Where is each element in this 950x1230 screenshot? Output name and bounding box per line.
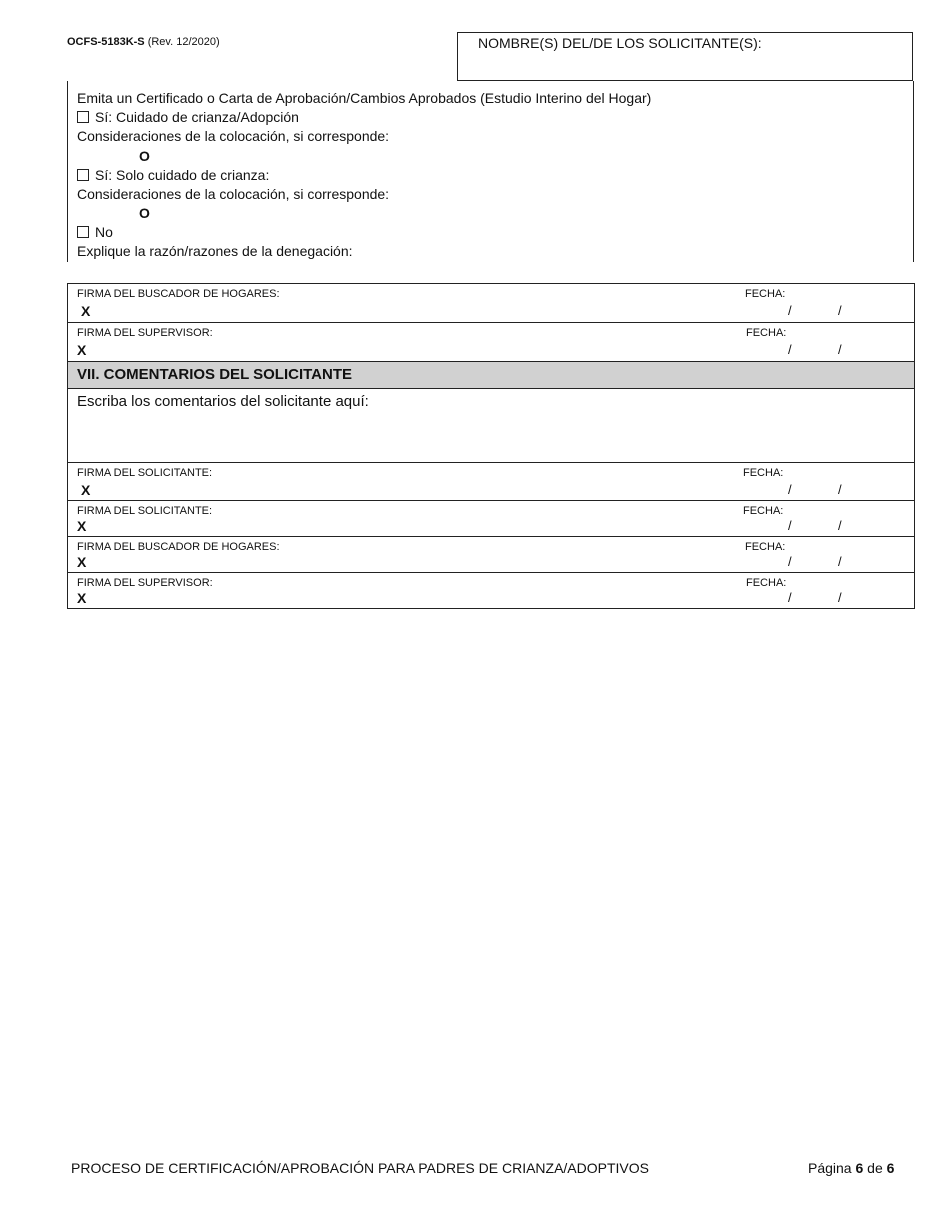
date-slash: / <box>838 554 842 569</box>
foster-adoption-label: Sí: Cuidado de crianza/Adopción <box>95 109 299 125</box>
signature-label: FIRMA DEL SOLICITANTE: <box>77 505 213 517</box>
date-slash: / <box>788 303 792 318</box>
signature-label: FIRMA DEL BUSCADOR DE HOGARES: <box>77 288 280 300</box>
signature-label: FIRMA DEL SUPERVISOR: <box>77 327 213 339</box>
or-separator-1: O <box>139 148 150 164</box>
date-slash: / <box>788 342 792 357</box>
date-slash: / <box>838 482 842 497</box>
denial-reason-label: Explique la razón/razones de la denegación: <box>77 243 353 259</box>
date-label: FECHA: <box>743 505 784 517</box>
no-checkbox[interactable] <box>77 226 89 238</box>
date-label: FECHA: <box>746 577 787 589</box>
signature-label: FIRMA DEL BUSCADOR DE HOGARES: <box>77 541 280 553</box>
signature-row-home-finder-2[interactable] <box>68 537 914 573</box>
date-slash: / <box>838 590 842 605</box>
foster-adoption-checkbox[interactable] <box>77 111 89 123</box>
date-slash: / <box>788 590 792 605</box>
date-label: FECHA: <box>745 541 786 553</box>
applicant-names-field[interactable] <box>457 32 913 81</box>
signature-row-applicant-2[interactable] <box>68 501 914 537</box>
decision-intro: Emita un Certificado o Carta de Aprobación/Cambios Aprobados (Estudio Interino del Hogar) <box>77 90 652 106</box>
comments-area[interactable] <box>68 389 914 463</box>
signature-table <box>67 283 915 609</box>
date-slash: / <box>788 482 792 497</box>
date-slash: / <box>838 303 842 318</box>
signature-label: FIRMA DEL SUPERVISOR: <box>77 577 213 589</box>
section-vii-title: VII. COMENTARIOS DEL SOLICITANTE <box>77 366 353 383</box>
option-no <box>77 224 113 240</box>
page-total: 6 <box>886 1160 895 1176</box>
signature-row-supervisor[interactable] <box>68 323 914 362</box>
option-foster-only <box>77 167 269 183</box>
or-separator-2: O <box>139 205 150 221</box>
signature-x-mark: X <box>81 482 91 498</box>
date-slash: / <box>788 518 792 533</box>
option-foster-adoption <box>77 109 299 125</box>
no-label: No <box>95 224 113 240</box>
date-label: FECHA: <box>746 327 787 339</box>
form-id <box>67 36 220 48</box>
foster-only-label: Sí: Solo cuidado de crianza: <box>95 167 270 183</box>
signature-label: FIRMA DEL SOLICITANTE: <box>77 467 213 479</box>
applicant-names-label: NOMBRE(S) DEL/DE LOS SOLICITANTE(S): <box>478 35 762 51</box>
page-of: de <box>867 1160 883 1176</box>
signature-x-mark: X <box>77 518 87 534</box>
date-slash: / <box>838 518 842 533</box>
signature-row-supervisor-2[interactable] <box>68 573 914 608</box>
footer-title: PROCESO DE CERTIFICACIÓN/APROBACIÓN PARA PADRES DE CRIANZA/ADOPTIVOS <box>71 1160 649 1176</box>
signature-x-mark: X <box>77 590 87 606</box>
page-current: 6 <box>855 1160 864 1176</box>
signature-x-mark: X <box>77 342 87 358</box>
signature-row-applicant-1[interactable] <box>68 463 914 501</box>
signature-x-mark: X <box>81 303 91 319</box>
placement-considerations-2: Consideraciones de la colocación, si corresponde: <box>77 186 390 202</box>
decision-section <box>67 81 914 262</box>
date-slash: / <box>788 554 792 569</box>
comments-prompt: Escriba los comentarios del solicitante aquí: <box>77 393 369 410</box>
date-label: FECHA: <box>743 467 784 479</box>
placement-considerations-1: Consideraciones de la colocación, si corresponde: <box>77 128 390 144</box>
date-slash: / <box>838 342 842 357</box>
signature-x-mark: X <box>77 554 87 570</box>
page-number <box>808 1160 894 1176</box>
signature-row-home-finder[interactable] <box>68 284 914 323</box>
date-label: FECHA: <box>745 288 786 300</box>
foster-only-checkbox[interactable] <box>77 169 89 181</box>
page-word: Página <box>808 1160 852 1176</box>
form-revision: (Rev. 12/2020) <box>147 36 220 48</box>
section-vii-header <box>68 362 914 389</box>
form-code: OCFS-5183K-S <box>67 36 145 48</box>
